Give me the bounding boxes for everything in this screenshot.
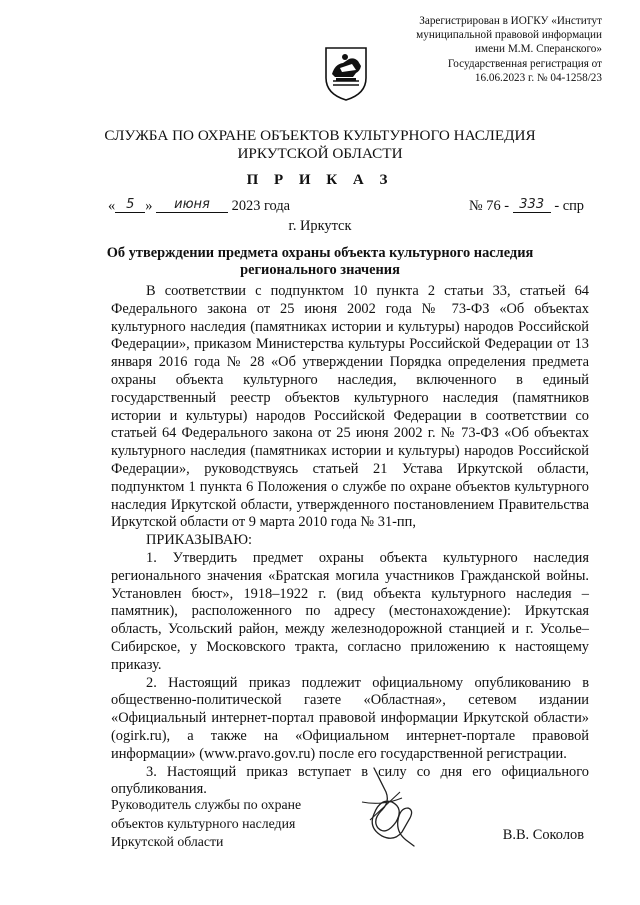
organization-name-line1: СЛУЖБА ПО ОХРАНЕ ОБЪЕКТОВ КУЛЬТУРНОГО НАСЛЕДИЯ [104, 127, 536, 144]
registration-line: муниципальной правовой информации [416, 29, 602, 42]
document-title [100, 245, 540, 279]
number-prefix: № 76 - [468, 198, 510, 214]
position-line: Иркутской области [111, 834, 224, 849]
document-body [111, 283, 589, 799]
order-item: 3. Настоящий приказ вступает в силу со дня его официального опубликования. [111, 763, 589, 798]
title-line: Об утверждении предмета охраны объекта культурного наследия [106, 245, 534, 261]
number-suffix: - спр [554, 198, 584, 214]
registration-line: 16.06.2023 г. № 04-1258/23 [474, 71, 602, 84]
position-line: объектов культурного наследия [111, 815, 296, 831]
registration-line: имени М.М. Сперанского» [475, 43, 602, 56]
order-item: 1. Утвердить предмет охраны объекта культурного наследия регионального значения «Братская могила участников Гражданской войны. Установлен бюст», 1918–1922 г. (вид объекта культурного наследия – памятник), расположенного по адресу (местонахождение): Иркутская область, Усольский район, между железнодорожной станцией и г. Усолье–Сибирское, у Московского тракта, согласно приложению к настоящему приказу. [111, 549, 589, 673]
signatory-position [111, 796, 301, 852]
preamble-paragraph: В соответствии с подпунктом 10 пункта 2 статьи 33, статьей 64 Федерального закона от 25 июня 2002 года № 73-ФЗ «Об объектах культурного наследия (памятниках истории и культуры) народов Российской Федерации», приказом Министерства культуры Российской Федерации от 13 января 2016 года № 28 «Об утверждении Порядка определения предмета охраны объекта культурного наследия, включенного в единый государственный реестр объектов культурного наследия (памятников истории и культуры) народов Российской Федерации в соответствии со статьей 64 Федерального закона от 25 июня 2002 г. № 73-ФЗ «Об объектах культурного наследия (памятниках истории и культуры) народов Российской Федерации», руководствуясь статьей 21 Устава Иркутской области, подпунктом 1 пункта 6 Положения о службе по охране объектов культурного наследия Иркутской области, утвержденного постановлением Правительства Иркутской области от 9 марта 2010 года № 31-пп, [111, 283, 589, 531]
handwritten-signature [352, 762, 432, 850]
document-number [469, 198, 584, 215]
date-open-quote: « [108, 198, 116, 214]
registration-line: Зарегистрирован в ИОГКУ «Институт [419, 15, 602, 27]
organization-name-line2: ИРКУТСКОЙ ОБЛАСТИ [237, 145, 403, 162]
order-item: 2. Настоящий приказ подлежит официальному опубликованию в общественно-политической газете «Областная», сетевом издании «Официальный интернет-портал правовой информации Иркутской области» (ogirk.ru), а также на «Официальном интернет-портале правовой информации» (www.pravo.gov.ru) после его государственной регистрации. [111, 674, 589, 762]
title-line: регионального значения [240, 262, 400, 279]
coat-of-arms-icon [323, 44, 369, 102]
document-type: П Р И К А З [246, 172, 394, 188]
date-day: 5 [115, 197, 145, 213]
date-year: 2023 года [231, 198, 291, 214]
date-close-quote: » [145, 198, 153, 214]
number-value: 333 [513, 197, 551, 213]
order-word: ПРИКАЗЫВАЮ: [146, 532, 253, 549]
date-month: июня [156, 197, 228, 213]
signatory-name: В.В. Соколов [502, 827, 584, 843]
registration-stamp [372, 14, 602, 85]
position-line: Руководитель службы по охране [111, 797, 302, 812]
registration-line: Государственная регистрация от [447, 57, 602, 70]
document-date [108, 198, 290, 215]
city: г. Иркутск [288, 218, 352, 234]
